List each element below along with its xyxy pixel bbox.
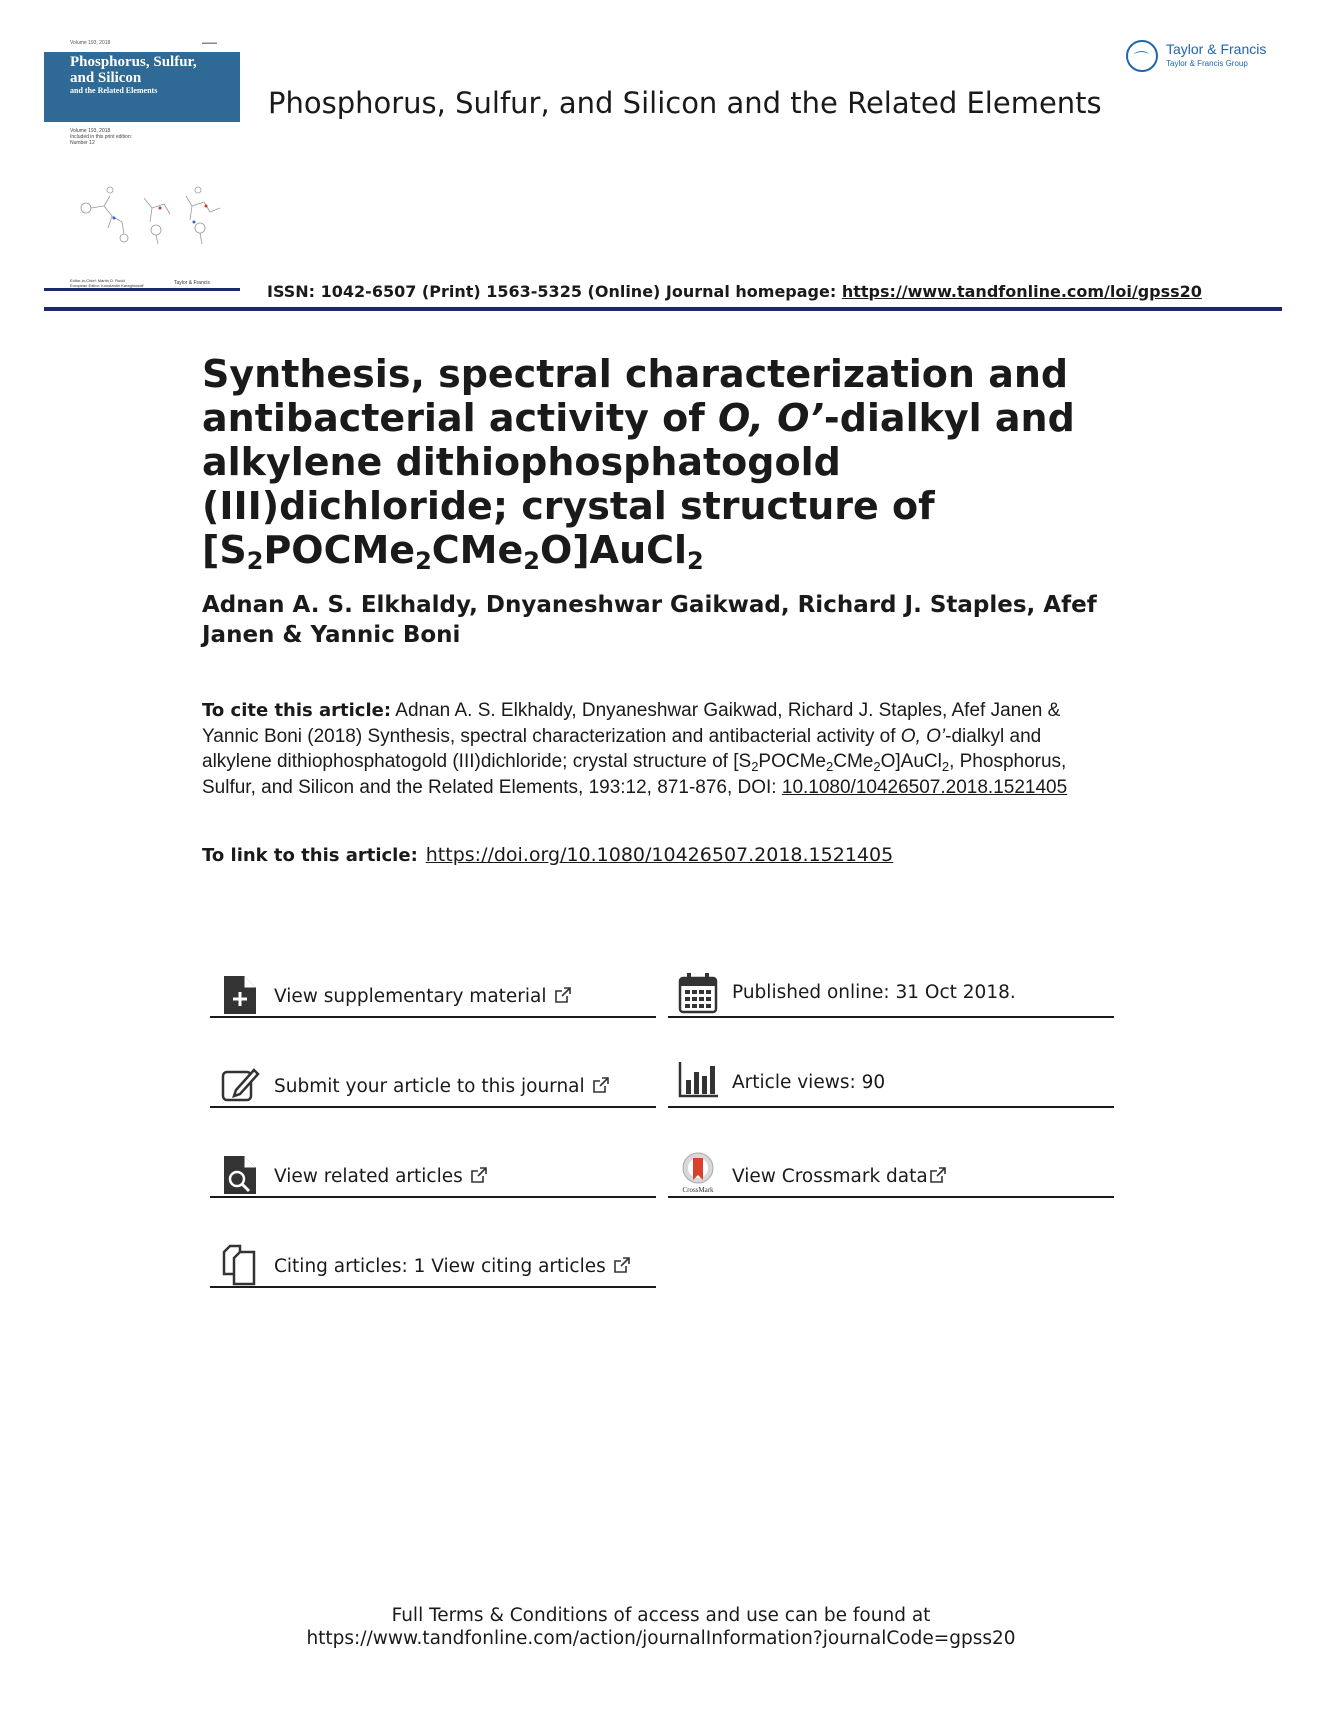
- citation-text: O]AuCl: [880, 751, 942, 772]
- edit-icon: [220, 1064, 260, 1106]
- citation-block: [202, 698, 1102, 800]
- title-text: CMe: [431, 528, 524, 572]
- citation-text: -dialkyl and alkylene dithiophosphatogold (III)dichloride; crystal structure of [S: [202, 725, 1042, 772]
- title-subscript: 2: [687, 547, 704, 575]
- citation-text: POCMe: [758, 751, 826, 772]
- box-divider: [668, 1196, 1114, 1198]
- title-subscript: 2: [523, 547, 540, 575]
- supplementary-label[interactable]: [274, 986, 571, 1007]
- citation-text: , Phosphorus, Sulfur, and Silicon and the Related Elements, 193:12, 871-876, DOI:: [202, 751, 1067, 798]
- cover-edition-line: Number 12: [70, 140, 95, 146]
- file-plus-icon: [220, 974, 260, 1016]
- external-link-icon: [471, 1167, 487, 1183]
- citation-subscript: 2: [941, 759, 950, 774]
- cover-edition-info: [70, 128, 132, 146]
- citation-subscript: 2: [751, 759, 759, 774]
- supplementary-material-box[interactable]: [210, 928, 656, 1018]
- cover-edition-line: Included in this print edition:: [70, 134, 132, 140]
- related-articles-box[interactable]: [210, 1108, 656, 1198]
- external-link-icon: [555, 987, 571, 1003]
- cover-molecule-illustration: [74, 178, 234, 268]
- title-text: POCMe: [263, 528, 416, 572]
- crossmark-box[interactable]: [668, 1108, 1114, 1198]
- external-link-icon: [930, 1167, 946, 1183]
- copy-icon: [220, 1244, 260, 1286]
- title-italic: O, O’: [718, 396, 824, 440]
- cover-editor-line: European Editor: Konstantin Karaghiosoff: [70, 283, 144, 288]
- cover-bottom-rule: [44, 288, 240, 291]
- title-subscript: 2: [415, 547, 432, 575]
- header-rule: [44, 307, 1282, 311]
- cover-title-main: Phosphorus, Sulfur, and Silicon: [70, 54, 197, 86]
- published-online-box: [668, 928, 1114, 1018]
- citation-text: Adnan A. S. Elkhaldy, Dnyaneshwar Gaikwad, Richard J. Staples, Afef Janen & Yannic Boni (2018) Synthesis, spectral characterization and antibacterial activity of: [202, 700, 1061, 747]
- cover-editor-line: Editor-in-Chief: Martin D. Rudd: [70, 278, 125, 283]
- citing-articles-box[interactable]: [210, 1198, 656, 1288]
- footer-url[interactable]: https://www.tandfonline.com/action/journalInformation?journalCode=gpss20: [306, 1628, 1016, 1649]
- publisher-logo[interactable]: [1126, 38, 1286, 78]
- submit-article-box[interactable]: [210, 1018, 656, 1108]
- external-link-icon: [593, 1077, 609, 1093]
- article-authors: Adnan A. S. Elkhaldy, Dnyaneshwar Gaikwad, Richard J. Staples, Afef Janen & Yannic Boni: [202, 592, 1097, 648]
- article-link-line: [202, 844, 893, 866]
- article-doi-url[interactable]: https://doi.org/10.1080/10426507.2018.1521405: [425, 844, 894, 866]
- file-search-icon: [220, 1154, 260, 1196]
- citation-subscript: 2: [873, 759, 881, 774]
- citation-subscript: 2: [826, 759, 834, 774]
- issn-line: [267, 282, 1202, 301]
- calendar-icon: [678, 972, 718, 1014]
- journal-cover-thumbnail[interactable]: [44, 38, 240, 296]
- box-divider: [210, 1286, 656, 1288]
- crossmark-text: View Crossmark data: [732, 1166, 928, 1187]
- crossmark-label[interactable]: [732, 1166, 946, 1187]
- related-text: View related articles: [274, 1166, 463, 1187]
- supplementary-text: View supplementary material: [274, 986, 547, 1007]
- article-views-label: Article views: 90: [732, 1072, 886, 1093]
- journal-homepage-link[interactable]: https://www.tandfonline.com/loi/gpss20: [841, 282, 1202, 301]
- external-link-icon: [614, 1257, 630, 1273]
- cover-edition-line: Volume 193, 2018: [70, 128, 111, 134]
- title-text: Synthesis, spectral characterization and antibacterial activity of: [202, 352, 1069, 440]
- cover-issn-mark: ▬▬▬: [202, 40, 217, 46]
- article-link-label: To link to this article:: [202, 845, 418, 866]
- cover-publisher: Taylor & Francis: [174, 280, 210, 286]
- crossmark-icon-text: CrossMark: [682, 1186, 714, 1194]
- citing-text: Citing articles: 1 View citing articles: [274, 1256, 606, 1277]
- related-label[interactable]: [274, 1166, 487, 1187]
- title-text: -dialkyl and alkylene dithiophosphatogold (III)dichloride; crystal structure of [S: [202, 396, 1075, 572]
- title-subscript: 2: [246, 547, 264, 575]
- footer-line: Full Terms & Conditions of access and use can be found at: [391, 1605, 931, 1626]
- article-title: [202, 352, 1102, 575]
- citing-label[interactable]: [274, 1256, 630, 1277]
- cover-volume: Volume 193, 2018: [70, 40, 111, 46]
- crossmark-icon: [678, 1152, 718, 1194]
- citation-text: CMe: [833, 751, 874, 772]
- journal-name: Phosphorus, Sulfur, and Silicon and the Related Elements: [268, 86, 1102, 120]
- citation-label: To cite this article:: [202, 700, 392, 721]
- bar-chart-icon: [678, 1058, 718, 1100]
- title-text: O]AuCl: [539, 528, 688, 572]
- publisher-logo-name: Taylor & Francis: [1166, 41, 1267, 57]
- cover-editors: [70, 278, 144, 288]
- publisher-logo-group: Taylor & Francis Group: [1166, 59, 1248, 68]
- article-views-box: [668, 1018, 1114, 1108]
- publisher-logo-icon: ⌒: [1126, 40, 1158, 72]
- submit-text: Submit your article to this journal: [274, 1076, 585, 1097]
- doi-link[interactable]: 10.1080/10426507.2018.1521405: [781, 776, 1068, 798]
- cover-title: [70, 54, 210, 96]
- issn-text: ISSN: 1042-6507 (Print) 1563-5325 (Online) Journal homepage:: [267, 282, 842, 301]
- footer-terms: [0, 1604, 1322, 1650]
- submit-label[interactable]: [274, 1076, 609, 1097]
- cover-title-sub: and the Related Elements: [70, 86, 158, 95]
- citation-italic: O, O’: [900, 725, 946, 747]
- published-label: Published online: 31 Oct 2018.: [732, 982, 1016, 1003]
